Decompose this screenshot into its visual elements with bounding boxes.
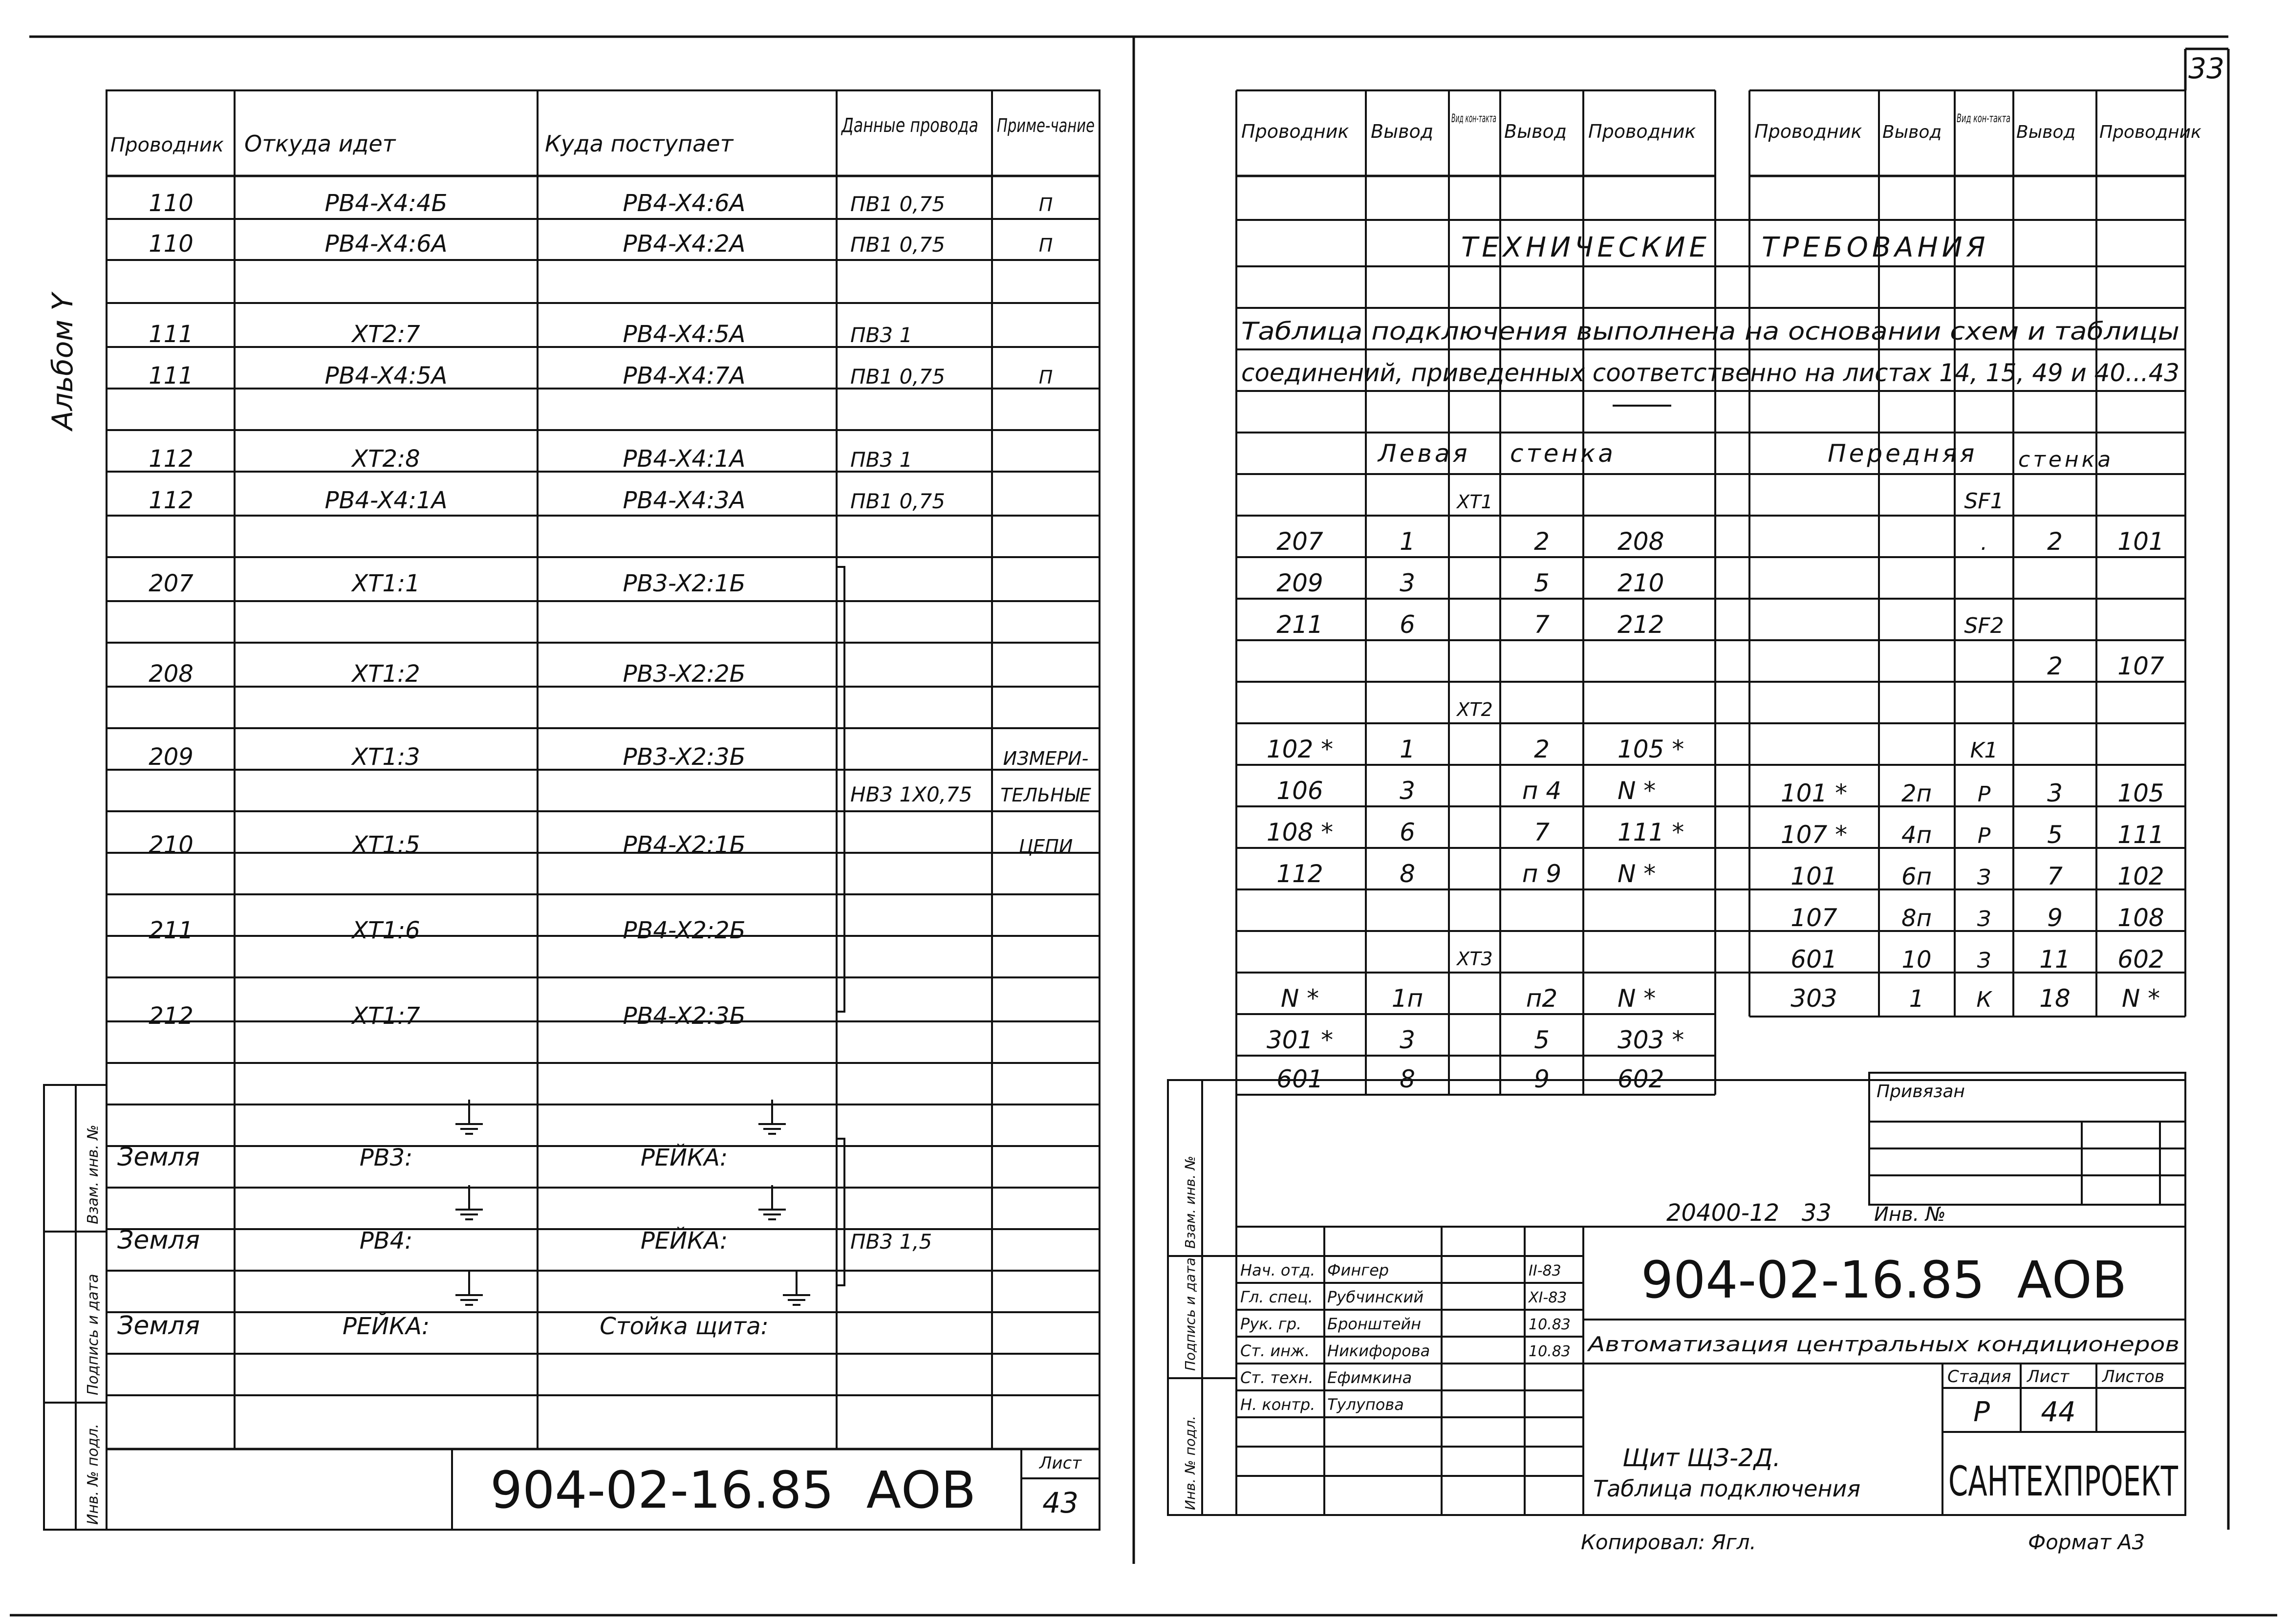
stage-label: Стадия: [1947, 1367, 2011, 1386]
sheet-corner-number: 33: [2188, 52, 2224, 85]
front-wall-label-2: стенка: [2018, 447, 2114, 472]
row-note: ЦЕПИ: [1018, 836, 1073, 857]
album-label: Альбом Y: [46, 293, 79, 430]
signature-date: 10.83: [1529, 1316, 1571, 1333]
pin-in: 8: [1400, 860, 1415, 888]
wire-out: 303 *: [1618, 1026, 1684, 1054]
tech-note-line-2: соединений, приведенных соответственно на листах 14, 15, 49 и 40...43: [1241, 359, 2179, 387]
destination-terminal: PB4-X4:1A: [623, 445, 746, 473]
left-stamp-signature-date: Подпись и дата: [85, 1274, 102, 1395]
wire-in: 107 *: [1780, 821, 1848, 849]
left-sheet-number: 43: [1042, 1486, 1079, 1519]
source-terminal: XT1:3: [352, 743, 420, 771]
ground-symbols: [455, 1100, 810, 1305]
terminal-block: XT1: [1457, 491, 1493, 513]
wire-out: 212: [1618, 610, 1664, 639]
source-terminal: PB4-X4:4Б: [324, 190, 448, 217]
destination-terminal: PB4-X2:1Б: [623, 831, 746, 859]
pin-in: 3: [1400, 569, 1415, 597]
wire-number: 111: [149, 321, 194, 348]
left-wall-label-2: стенка: [1510, 439, 1616, 468]
left-header-to: Куда поступает: [545, 130, 734, 157]
signature-date: XI-83: [1529, 1289, 1567, 1306]
pin-in: 4п: [1901, 822, 1932, 849]
source-terminal: PB3:: [359, 1144, 413, 1171]
pin-out: 2: [2047, 652, 2063, 680]
pin-in: 1: [1400, 735, 1415, 763]
wire-number: Земля: [117, 1226, 200, 1255]
front-wall-connection-table: [1781, 489, 2164, 1013]
pin-out: 7: [1534, 610, 1550, 639]
cable-spec: ПВ1 0,75: [850, 489, 945, 513]
signature-name: Никифорова: [1327, 1342, 1430, 1360]
tech-title-1: ТЕХНИЧЕСКИЕ: [1461, 232, 1710, 263]
signature-name: Ефимкина: [1327, 1368, 1412, 1387]
wire-out: 102: [2117, 862, 2164, 890]
pin-out: п2: [1526, 984, 1558, 1013]
contact-type: З: [1977, 865, 1991, 890]
right-left-headers: [1241, 111, 1696, 142]
contact-type: P: [1977, 782, 1991, 807]
wire-in: 601: [1276, 1065, 1323, 1093]
source-terminal: XT2:7: [352, 321, 420, 348]
right-stamp-inv-orig: Инв. № подл.: [1182, 1415, 1198, 1510]
rl-header-pin: Вывод: [1371, 121, 1433, 142]
right-stamp-replace-inv: Взам. инв. №: [1182, 1155, 1198, 1249]
contact-type: З: [1977, 948, 1991, 973]
left-sheet-label: Лист: [1039, 1453, 1082, 1473]
destination-terminal: PB4-X2:3Б: [623, 1002, 746, 1030]
wire-in: 207: [1276, 527, 1323, 556]
signature-name: Тулупова: [1327, 1395, 1404, 1414]
wire-out: 208: [1618, 527, 1664, 556]
left-stamp-inv-orig: Инв. № подл.: [85, 1424, 102, 1525]
terminal-block: XT2: [1457, 699, 1493, 720]
source-terminal: PB4:: [359, 1227, 413, 1255]
signature-role: Ст. инж.: [1240, 1342, 1310, 1360]
wire-out: 602: [1618, 1065, 1664, 1093]
rl-header-contact: Вид кон-такта: [1451, 111, 1496, 125]
wire-out: 105 *: [1618, 735, 1684, 763]
signature-role: Н. контр.: [1240, 1395, 1316, 1414]
pin-out: 11: [2039, 945, 2071, 974]
wire-out: N *: [1618, 984, 1656, 1013]
project-title: Автоматизация центральных кондиционеров: [1586, 1332, 2179, 1356]
wire-in: 108 *: [1266, 818, 1334, 846]
destination-terminal: РЕЙКА:: [640, 1227, 728, 1255]
pin-in: 6: [1400, 818, 1415, 846]
pin-in: 3: [1400, 1026, 1415, 1054]
contact-type: З: [1977, 907, 1991, 931]
source-terminal: РЕЙКА:: [342, 1313, 430, 1340]
pin-in: 1: [1909, 985, 1924, 1013]
destination-terminal: PB4-X4:3A: [623, 487, 746, 514]
left-header-cable: Данные провода: [841, 114, 978, 137]
wire-out: 602: [2117, 945, 2164, 974]
left-header-note: Приме-чание: [997, 115, 1095, 136]
destination-terminal: PB3-X2:1Б: [623, 570, 746, 597]
wire-out: 111 *: [1618, 818, 1684, 846]
signature-name: Рубчинский: [1327, 1288, 1424, 1306]
left-doc-code: 904-02-16.85 АОВ: [490, 1460, 976, 1520]
stage-value: Р: [1973, 1396, 1990, 1428]
source-terminal: XT2:8: [352, 445, 420, 473]
source-terminal: PB4-X4:6A: [324, 230, 448, 258]
wire-number: 112: [149, 487, 194, 514]
rr-header-wire: Проводник: [1754, 121, 1862, 142]
wire-number: 209: [149, 743, 194, 771]
ground-icon: [455, 1271, 483, 1305]
contact-type: .: [1981, 530, 1987, 555]
wire-out: 111: [2117, 821, 2164, 849]
wire-in: 101 *: [1780, 779, 1848, 807]
wire-out: N *: [1618, 777, 1656, 805]
wire-in: N *: [1280, 984, 1319, 1013]
wire-number: Земля: [117, 1311, 200, 1341]
destination-terminal: PB3-X2:3Б: [623, 743, 746, 771]
wire-number: 210: [149, 831, 194, 859]
pin-in: 6п: [1901, 863, 1932, 890]
rl-header-pin2: Вывод: [1504, 121, 1567, 142]
source-terminal: PB4-X4:1A: [324, 487, 448, 514]
wire-number: 208: [149, 660, 194, 688]
front-wall-label-1: Передняя: [1828, 439, 1978, 468]
pin-out: 9: [2047, 904, 2063, 932]
cable-spec: НВ3 1Х0,75: [850, 782, 972, 806]
wire-in: 101: [1791, 862, 1837, 890]
wire-out: 107: [2117, 652, 2164, 680]
wire-in: 301 *: [1266, 1026, 1334, 1054]
signature-date: II-83: [1529, 1262, 1561, 1279]
pin-in: 2п: [1901, 780, 1932, 807]
rl-header-wire2: Проводник: [1588, 121, 1696, 142]
pin-out: 9: [1534, 1065, 1550, 1093]
cable-spec: ПВ1 0,75: [850, 365, 945, 389]
cable-spec: ПВ1 0,75: [850, 233, 945, 257]
contact-type: SF1: [1964, 489, 2004, 514]
cable-spec: ПВ3 1: [850, 448, 913, 472]
wire-in: 601: [1791, 945, 1837, 974]
source-terminal: XT1:1: [352, 570, 420, 597]
pin-out: 5: [1534, 569, 1550, 597]
signature-role: Ст. техн.: [1240, 1368, 1314, 1387]
wire-number: 110: [149, 230, 194, 258]
ground-icon: [758, 1185, 786, 1219]
row-note: ИЗМЕРИ-: [1003, 748, 1089, 769]
signature-name: Фингер: [1327, 1261, 1389, 1279]
drawing-title-2: Таблица подключения: [1593, 1475, 1861, 1502]
row-note: ТЕЛЬНЫЕ: [1000, 784, 1091, 806]
wire-in: 107: [1791, 904, 1837, 932]
pin-out: 5: [1534, 1026, 1550, 1054]
wire-in: 209: [1276, 569, 1323, 597]
contact-type: K1: [1970, 738, 1998, 763]
pin-out: 7: [2047, 862, 2063, 890]
source-terminal: XT1:2: [352, 660, 420, 688]
row-note: П: [1038, 194, 1053, 216]
sheet-number: 44: [2041, 1396, 2076, 1428]
destination-terminal: PB3-X2:2Б: [623, 660, 746, 688]
pin-out: 2: [1534, 527, 1550, 556]
contact-type: К: [1976, 987, 1992, 1012]
pin-out: 2: [1534, 735, 1550, 763]
wire-number: 211: [149, 917, 194, 944]
cable-spec: ПВ3 1: [850, 323, 913, 347]
pin-in: 6: [1400, 610, 1415, 639]
destination-terminal: PB4-X4:7A: [623, 362, 746, 390]
wire-number: 112: [149, 445, 194, 473]
left-wall-connection-table: [1267, 491, 1684, 1093]
wire-out: N *: [2121, 984, 2160, 1013]
pin-out: 3: [2047, 779, 2063, 807]
right-doc-code: 904-02-16.85 АОВ: [1640, 1250, 2127, 1310]
destination-terminal: PB4-X4:2A: [623, 230, 746, 258]
drawing-title-1: Щит ЩЗ-2Д.: [1622, 1444, 1781, 1472]
cable-spec: ПВ3 1,5: [850, 1230, 932, 1254]
right-stamp-signature-date: Подпись и дата: [1182, 1257, 1198, 1371]
destination-terminal: PB4-X2:2Б: [623, 917, 746, 944]
rr-header-pin: Вывод: [1882, 122, 1942, 142]
ground-icon: [455, 1185, 483, 1219]
wire-in: 106: [1276, 777, 1323, 805]
tech-note-line-1: Таблица подключения выполнена на основании схем и таблицы: [1241, 317, 2179, 346]
wire-in: 211: [1276, 610, 1323, 639]
left-wall-label-1: Левая: [1378, 439, 1470, 468]
pin-in: 1: [1400, 527, 1415, 556]
sheets-label: Листов: [2102, 1367, 2165, 1386]
pin-in: 8: [1400, 1065, 1415, 1093]
pin-in: 8п: [1901, 905, 1932, 932]
wire-in: 102 *: [1266, 735, 1334, 763]
signature-role: Гл. спец.: [1240, 1288, 1313, 1306]
wire-in: 303: [1791, 984, 1837, 1013]
wire-in: 112: [1276, 860, 1323, 888]
destination-terminal: PB4-X4:6A: [623, 190, 746, 217]
right-right-headers: [1754, 111, 2201, 142]
pin-in: 10: [1901, 946, 1932, 974]
wire-number: 207: [149, 570, 194, 597]
rr-header-wire2: Проводник: [2099, 122, 2201, 142]
pin-in: 1п: [1391, 984, 1424, 1013]
left-header-from: Откуда идет: [244, 130, 396, 157]
rl-header-wire: Проводник: [1241, 121, 1349, 142]
source-terminal: XT1:5: [352, 831, 420, 859]
tech-title-2: ТРЕБОВАНИЯ: [1762, 232, 1989, 263]
inventory-reference: 20400-12 33: [1666, 1199, 1832, 1227]
wire-out: 108: [2117, 904, 2164, 932]
left-header-wire: Проводник: [110, 134, 224, 156]
pin-out: п 4: [1522, 777, 1562, 805]
wire-out: 210: [1618, 569, 1664, 597]
signature-date: 10.83: [1529, 1343, 1571, 1360]
ground-icon: [783, 1271, 810, 1305]
rr-header-contact: Вид кон-такта: [1957, 111, 2010, 125]
source-terminal: XT1:6: [352, 917, 420, 944]
wire-number: 110: [149, 190, 194, 217]
row-note: П: [1038, 367, 1053, 388]
destination-terminal: PB4-X4:5A: [623, 321, 746, 348]
contact-type: P: [1977, 823, 1991, 848]
wire-number: Земля: [117, 1143, 200, 1172]
pin-in: 3: [1400, 777, 1415, 805]
signature-role: Нач. отд.: [1240, 1261, 1316, 1279]
source-terminal: PB4-X4:5A: [324, 362, 448, 390]
pin-out: 2: [2047, 527, 2063, 556]
copied-by: Копировал: Ягл.: [1581, 1530, 1756, 1554]
signature-role: Рук. гр.: [1240, 1315, 1302, 1333]
rr-header-pin2: Вывод: [2016, 122, 2076, 142]
wire-number: 111: [149, 362, 194, 390]
inventory-label: Инв. №: [1874, 1203, 1946, 1226]
privyazan-label: Привязан: [1877, 1082, 1965, 1102]
contact-type: SF2: [1964, 613, 2004, 638]
organization-name: САНТЕХПРОЕКТ: [1948, 1457, 2179, 1505]
pin-out: 7: [1534, 818, 1550, 846]
pin-out: п 9: [1522, 860, 1562, 888]
wire-number: 212: [149, 1002, 194, 1030]
wire-out: 101: [2117, 527, 2164, 556]
wire-out: 105: [2117, 779, 2164, 807]
sheet-label: Лист: [2027, 1367, 2070, 1386]
left-stamp-replace-inv: Взам. инв. №: [85, 1125, 102, 1224]
destination-terminal: Стойка щита:: [600, 1313, 769, 1340]
paper-format: Формат А3: [2028, 1530, 2145, 1554]
pin-out: 5: [2047, 821, 2063, 849]
terminal-block: XT3: [1457, 948, 1493, 970]
signature-name: Бронштейн: [1327, 1315, 1422, 1333]
wire-out: N *: [1618, 860, 1656, 888]
destination-terminal: РЕЙКА:: [640, 1144, 728, 1171]
row-note: П: [1038, 235, 1053, 256]
source-terminal: XT1:7: [352, 1002, 420, 1030]
pin-out: 18: [2039, 984, 2071, 1013]
left-wire-table: [117, 190, 1091, 1341]
cable-spec: ПВ1 0,75: [850, 192, 945, 216]
